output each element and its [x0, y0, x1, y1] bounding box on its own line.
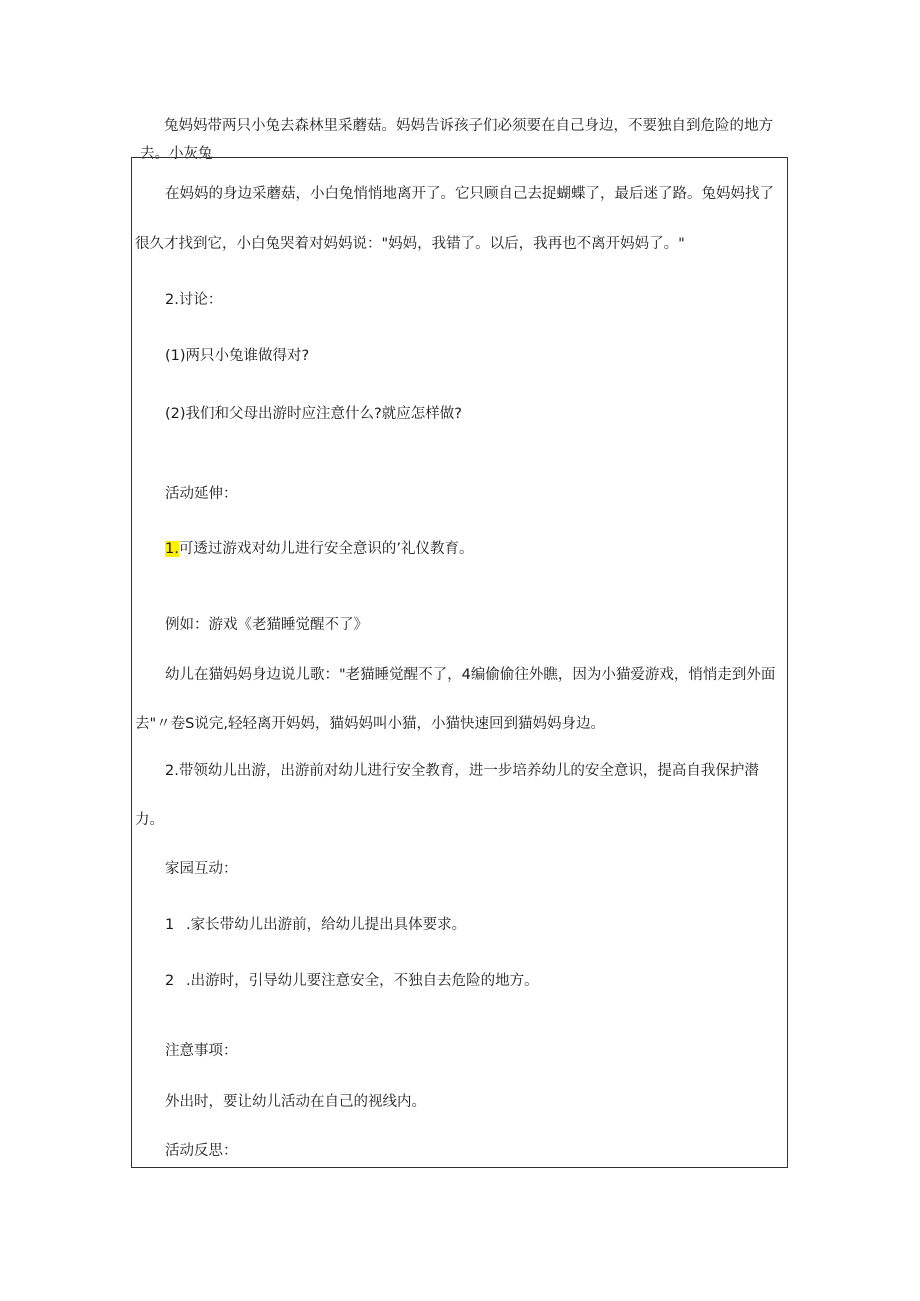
intro-paragraph: 兔妈妈带两只小兔去森林里采蘑菇。妈妈告诉孩子们必须要在自己身边，不要独自到危险的地方去。小灰兔: [140, 118, 773, 162]
rhyme-line-2: 去"〃卷S说完,轻轻离开妈妈，猫妈妈叫小猫，小猫快速回到猫妈妈身边。: [135, 716, 605, 732]
highlighted-number: 1.: [165, 541, 179, 557]
notes-text: 外出时，要让幼儿活动在自己的视线内。: [165, 1094, 426, 1110]
home-item-2-number: 2: [165, 973, 175, 989]
story-line-1: 在妈妈的身边采蘑菇，小白兔悄悄地离开了。它只顾自己去捉蝴蝶了，最后迷了路。兔妈妈找了: [165, 186, 774, 202]
game-example: 例如：游戏《老猫睡觉醒不了》: [165, 617, 368, 633]
extension-heading: 活动延伸：: [165, 486, 238, 502]
notes-heading: 注意事项：: [165, 1043, 238, 1059]
extension-item-1: [132, 537, 820, 558]
extension-item-1-text: 可透过游戏对幼儿进行安全意识的’礼仪教育。: [178, 541, 474, 557]
discussion-heading: 2.讨论：: [165, 292, 223, 308]
home-item-1-number: 1: [165, 917, 175, 933]
home-heading: 家园互动：: [165, 861, 238, 877]
extension-item-2-line-1: 2.带领幼儿出游，出游前对幼儿进行安全教育，进一步培养幼儿的安全意识，提高自我保护潜: [165, 763, 759, 779]
discussion-question-2: (2)我们和父母出游时应注意什么?就应怎样做?: [165, 406, 462, 422]
reflection-heading: 活动反思：: [165, 1143, 238, 1159]
story-line-2: 很久才找到它，小白兔哭着对妈妈说："妈妈，我错了。以后，我再也不离开妈妈了。": [135, 236, 685, 252]
rhyme-line-1: 幼儿在猫妈妈身边说儿歌："老猫睡觉醒不了，4编偷偷往外瞧，因为小猫爱游戏，悄悄走到外面: [165, 667, 776, 683]
home-item-2-text: .出游时，引导幼儿要注意安全，不独自去危险的地方。: [186, 973, 539, 989]
home-item-1-text: .家长带幼儿出游前，给幼儿提出具体要求。: [186, 917, 467, 933]
home-item-1: [132, 913, 820, 934]
discussion-question-1: (1)两只小兔谁做得对?: [165, 348, 310, 364]
home-item-2: [132, 969, 820, 990]
extension-item-2-line-2: 力。: [135, 812, 164, 828]
content-table-cell: [131, 157, 788, 1168]
